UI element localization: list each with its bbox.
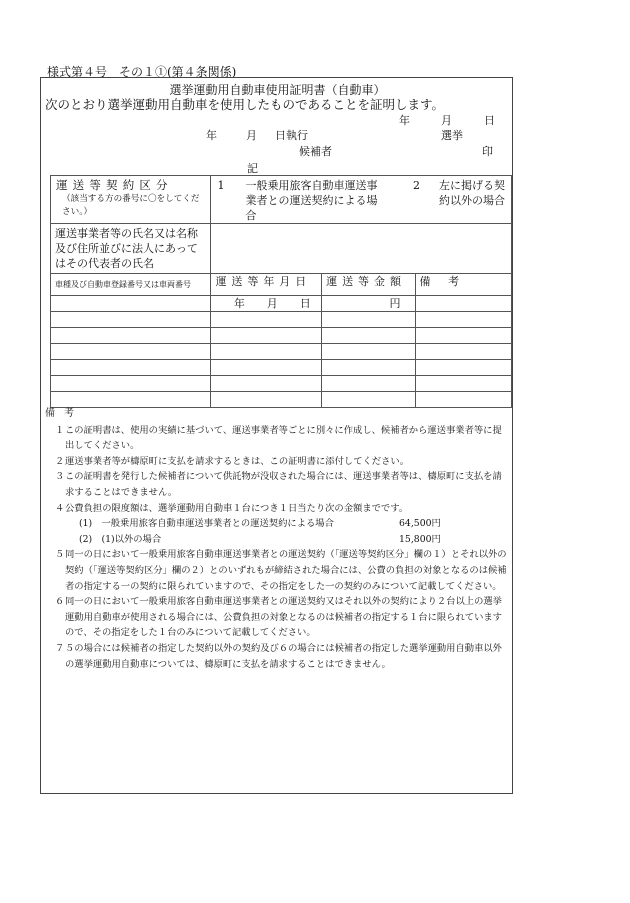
contract-option-2[interactable]: [415, 176, 512, 224]
remarks-cell[interactable]: [415, 328, 512, 344]
note-item: ２ 運送事業者等が檮原町に支払を請求するときは、この証明書に添付してください。: [55, 455, 409, 467]
usage-table: [50, 175, 512, 408]
date-cell[interactable]: [211, 360, 322, 376]
date-cell[interactable]: [211, 376, 322, 392]
election-label: 選挙: [441, 129, 463, 142]
lead-text: 次のとおり選挙運動用自動車を使用したものであることを証明します。: [45, 97, 445, 112]
vehicle-cell[interactable]: [51, 376, 211, 392]
date-cell[interactable]: [211, 312, 322, 328]
option-2-text: 左に掲げる契約以外の場合: [439, 179, 505, 207]
amount-cell[interactable]: [322, 360, 415, 376]
contract-label-cell: [51, 176, 211, 224]
date-header: 運送等年月日: [211, 274, 322, 296]
operator-value[interactable]: [211, 224, 512, 274]
vehicle-cell[interactable]: [51, 296, 211, 312]
limit-item: (2) (1)以外の場合 15,800円: [79, 533, 441, 545]
operator-label-cell: [51, 224, 211, 274]
remarks-cell[interactable]: [415, 312, 512, 328]
operator-row: [51, 224, 512, 274]
table-row: [51, 344, 512, 360]
note-item: １ この証明書は、使用の実績に基づいて、運送事業者等ごとに別々に作成し、候補者から運送事業者等に提出してください。: [55, 424, 502, 452]
page-title: 選挙運動用自動車使用証明書（自動車）: [169, 83, 386, 97]
option-1-number: 1: [217, 179, 225, 192]
vehicle-cell[interactable]: [51, 328, 211, 344]
note-item: ７ ５の場合には候補者の指定した契約以外の契約及び６の場合には候補者の指定した選挙運動用自動車以外の選挙運動用自動車については、檮原町に支払を請求することはできません。: [55, 642, 502, 670]
contract-row: [51, 176, 512, 224]
limit-item: (1) 一般乗用旅客自動車運送事業者との運送契約による場合 64,500円: [79, 518, 441, 530]
option-1-text: 一般乗用旅客自動車運送事業者との運送契約による場合: [245, 179, 378, 222]
notes-section: [45, 406, 511, 672]
vehicle-header: 車種及び自動車登録番号又は車両番号: [51, 274, 211, 296]
contract-option-1[interactable]: [211, 176, 415, 224]
contract-note: （該当する方の番号に〇をしてください。）: [62, 194, 200, 217]
amount-cell[interactable]: [322, 376, 415, 392]
remarks-cell[interactable]: [415, 360, 512, 376]
date-month: 月: [441, 114, 452, 127]
amount-cell[interactable]: [322, 344, 415, 360]
date-cell[interactable]: 年 月 日: [211, 296, 322, 312]
remarks-header: 備考: [415, 274, 512, 296]
table-row: [51, 376, 512, 392]
date-cell[interactable]: [211, 344, 322, 360]
option-2-number: 2: [413, 179, 420, 192]
vehicle-cell[interactable]: [51, 312, 211, 328]
amount-cell[interactable]: 円: [322, 296, 415, 312]
table-row: [51, 360, 512, 376]
amount-header: 運送等金額: [322, 274, 415, 296]
vehicle-cell[interactable]: [51, 360, 211, 376]
note-item: ６ 同一の日において一般乗用旅客自動車運送事業者との運送契約又はそれ以外の契約により２台以上の選挙運動用自動車が使用される場合には、公費負担の対象となるのは候補者の指定する１台に限られていますので、その指定をした１台のみについて記載してください。: [55, 596, 502, 639]
amount-cell[interactable]: [322, 328, 415, 344]
ki-mark: 記: [247, 162, 258, 175]
election-month: 月: [246, 129, 257, 142]
remarks-cell[interactable]: [415, 376, 512, 392]
note-item: ４ 公費負担の限度額は、選挙運動用自動車１台につき１日当たり次の金額までです。: [55, 502, 409, 514]
candidate-label: 候補者: [299, 145, 332, 158]
vehicle-cell[interactable]: [51, 344, 211, 360]
notes-heading: 備考: [45, 408, 83, 419]
remarks-cell[interactable]: [415, 296, 512, 312]
table-row: [51, 328, 512, 344]
date-cell[interactable]: [211, 328, 322, 344]
remarks-cell[interactable]: [415, 344, 512, 360]
form-id: 様式第４号 その１①(第４条関係): [47, 65, 237, 79]
note-item: ３ この証明書を発行した候補者について供託物が没収された場合には、運送事業者等は、檮原町に支払を請求することはできません。: [55, 471, 502, 498]
operator-label: 運送事業者等の氏名又は名称及び住所並びに法人にあってはその代表者の氏名: [55, 227, 198, 270]
election-year: 年: [206, 129, 217, 142]
seal-mark: 印: [482, 145, 493, 158]
election-exec: 日執行: [275, 129, 308, 142]
table-row: [51, 312, 512, 328]
date-year: 年: [399, 114, 410, 127]
date-day: 日: [484, 114, 495, 127]
table-header-row: [51, 274, 512, 296]
table-row: [51, 296, 512, 312]
amount-cell[interactable]: [322, 312, 415, 328]
certificate-frame: [40, 77, 513, 794]
note-item: ５ 同一の日において一般乗用旅客自動車運送事業者との運送契約（「運送等契約区分」欄の１）とそれ以外の契約（「運送等契約区分」欄の２）とのいずれもが締結された場合には、公費の負担の対象となるのは候補者の指定する一の契約に限られていますので、その指定をした一の契約のみについて記載してください。: [55, 549, 507, 592]
contract-label: 運送等契約区分: [56, 178, 173, 192]
